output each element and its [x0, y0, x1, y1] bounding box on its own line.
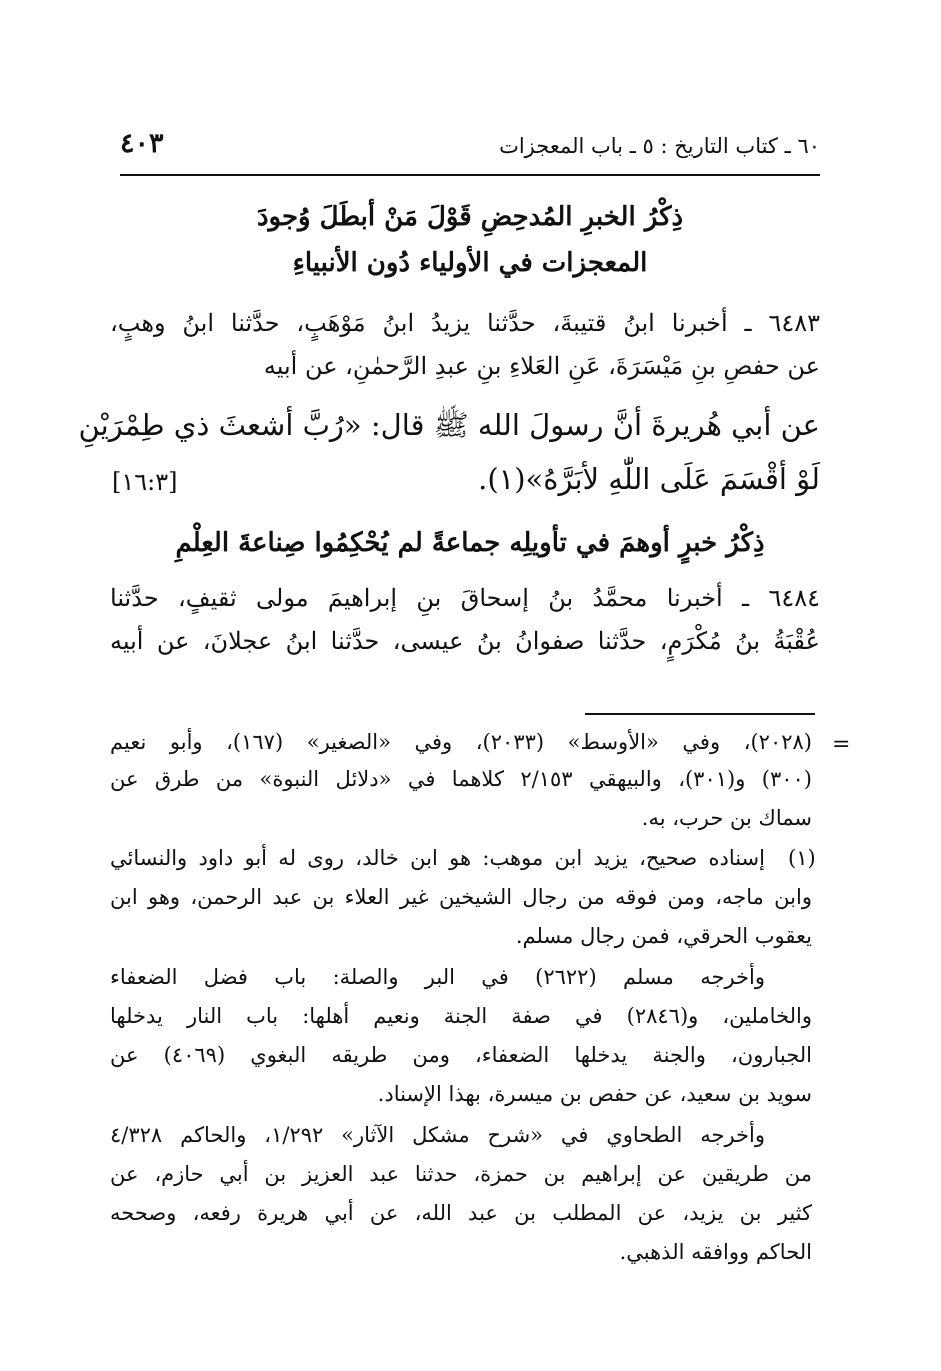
- isnad-line: ٦٤٨٣ ـ أخبرنا ابنُ قتيبةَ، حدَّثنا يزيدُ ابنُ مَوْهَبٍ، حدَّثنا ابنُ وهبٍ،: [110, 309, 820, 337]
- continuation-marker: =: [832, 732, 851, 757]
- hadith-text: لَوْ أقْسَمَ عَلَى اللّٰهِ لأبَرَّهُ»(١).: [478, 462, 820, 496]
- footnote-line: سماك بن حرب، به.: [641, 806, 812, 830]
- footnote-line: والخاملين، و(٢٨٤٦) في صفة الجنة ونعيم أهلها: باب النار يدخلها: [110, 1004, 813, 1028]
- running-header: [120, 128, 820, 168]
- footnote-line: سويد بن سعيد، عن حفص بن ميسرة، بهذا الإسناد.: [377, 1082, 812, 1106]
- section-heading-2: ذِكْرُ خبرٍ أوهمَ في تأويلِه جماعةً لم يُحْكِمُوا صِناعةَ العِلْمِ: [175, 528, 765, 558]
- hadith-reference: [١٦:٣]: [112, 468, 178, 496]
- chapter-title: ٦٠ ـ كتاب التاريخ : ٥ ـ باب المعجزات: [499, 134, 820, 158]
- footnote-line: (٣٠٠) و(٣٠١)، والبيهقي ٢/١٥٣ كلاهما في «دلائل النبوة» من طرق عن: [110, 767, 812, 791]
- footnote-line: وأخرجه الطحاوي في «شرح مشكل الآثار» ١/٢٩٢، والحاكم ٤/٣٢٨: [110, 1123, 766, 1147]
- hadith-text: عن أبي هُريرةَ أنَّ رسولَ الله ﷺ قال: «رُبَّ أشعثَ ذي طِمْرَيْنِ: [78, 408, 820, 442]
- isnad-line: عُقْبَةُ بنُ مُكْرَمٍ، حدَّثنا صفوانُ بنُ عيسى، حدَّثنا ابنُ عجلانَ، عن أبيه: [110, 627, 820, 655]
- footnote-line: (٢٠٢٨)، وفي «الأوسط» (٢٠٣٣)، وفي «الصغير» (١٦٧)، وأبو نعيم: [110, 730, 812, 754]
- footnote-separator: [585, 713, 815, 715]
- header-rule: [120, 174, 820, 176]
- footnote-number: (١): [788, 846, 816, 870]
- footnote-line: الجبارون، والجنة يدخلها الضعفاء، ومن طريقه البغوي (٤٠٦٩) عن: [110, 1043, 812, 1067]
- isnad-line: ٦٤٨٤ ـ أخبرنا محمَّدُ بنُ إسحاقَ بنِ إبراهيمَ مولى ثقيفٍ، حدَّثنا: [110, 584, 820, 612]
- footnote-line: وابن ماجه، ومن فوقه من رجال الشيخين غير العلاء بن عبد الرحمن، وهو ابن: [110, 885, 812, 909]
- section-heading-1a: ذِكْرُ الخبرِ المُدحِضِ قَوْلَ مَنْ أبطَلَ وُجودَ: [256, 202, 684, 232]
- footnote-line: كثير بن يزيد، عن المطلب بن عبد الله، عن أبي هريرة رفعه، وصححه: [110, 1201, 812, 1225]
- footnote-line: وأخرجه مسلم (٢٦٢٢) في البر والصلة: باب فضل الضعفاء: [110, 965, 765, 989]
- footnote-line: الحاكم ووافقه الذهبي.: [619, 1240, 812, 1264]
- footnote-line: يعقوب الحرقي، فمن رجال مسلم.: [515, 924, 812, 948]
- footnote-line: من طريقين عن إبراهيم بن حمزة، حدثنا عبد العزيز بن أبي حازم، عن: [110, 1162, 812, 1186]
- page-number: ٤٠٣: [120, 128, 164, 159]
- footnote-line: إسناده صحيح، يزيد ابن موهب: هو ابن خالد، روى له أبو داود والنسائي: [110, 846, 765, 870]
- section-heading-1b: المعجزات في الأولياء دُون الأنبياءِ: [292, 248, 648, 278]
- isnad-line: عن حفصِ بنِ مَيْسَرَةَ، عَنِ العَلاءِ بنِ عبدِ الرَّحمٰنِ، عن أبيه: [263, 352, 820, 380]
